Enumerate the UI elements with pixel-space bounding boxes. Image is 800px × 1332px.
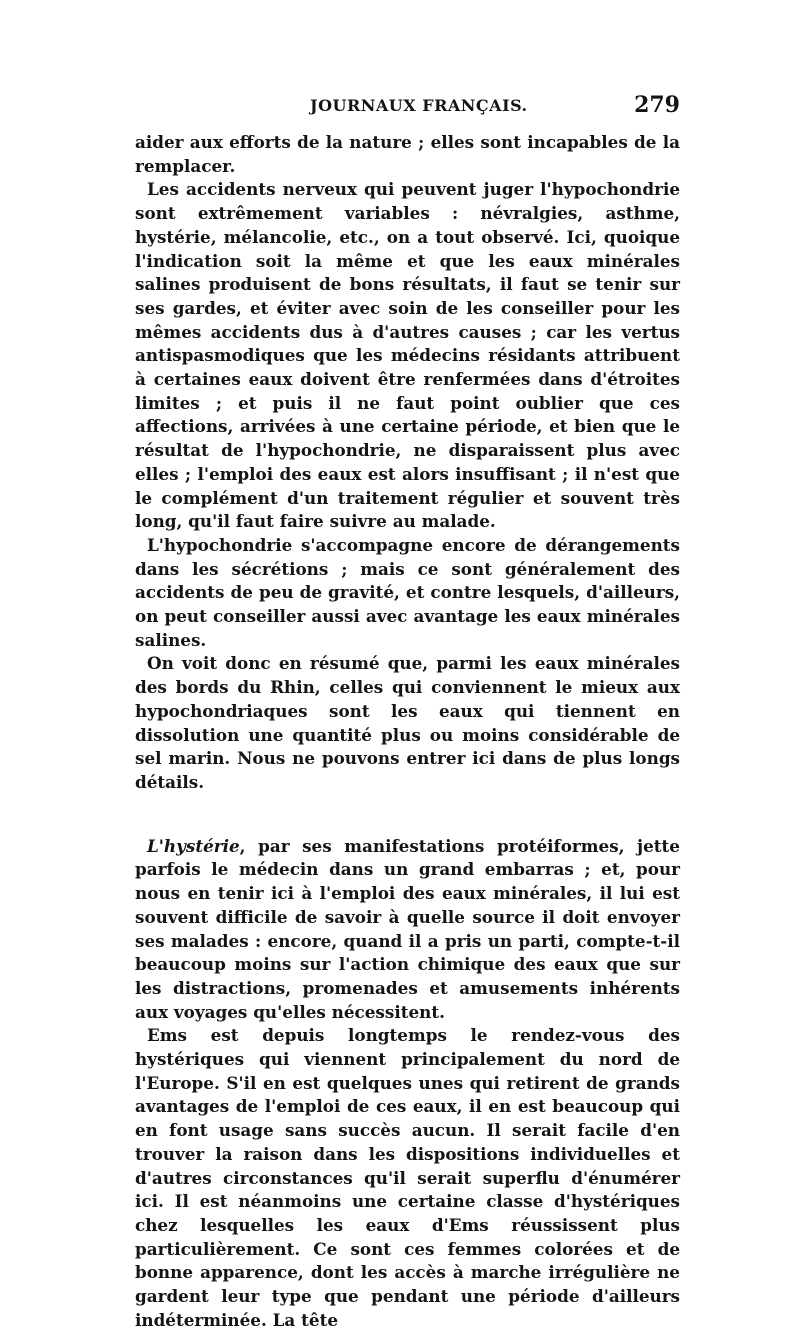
paragraph-summary: On voit donc en résumé que, parmi les eaux minérales des bords du Rhin, celles qui conviennent le mieux aux hypochondriaques sont les eaux qui tiennent en dissolution une quantité plus ou moins considérable de sel marin. Nous ne pouvons entrer ici dans de plus longs détails. <box>135 653 680 792</box>
running-head <box>135 92 680 126</box>
paragraph-secretions: L'hypochondrie s'accompagne encore de dérangements dans les sécrétions ; mais ce sont généralement des accidents de peu de gravité, et contre lesquels, d'ailleurs, on peut conseiller aussi avec avantage les eaux minérales salines. <box>135 534 680 650</box>
paragraph-hysteria <box>135 835 680 1025</box>
body-text <box>135 131 680 1332</box>
page-number: 279 <box>634 92 680 118</box>
section-gap <box>135 795 680 835</box>
running-title: JOURNAUX FRANÇAIS. <box>310 96 528 115</box>
hysteria-lead-word: L'hystérie <box>147 835 240 856</box>
paragraph-continuation: aider aux efforts de la nature ; elles sont incapables de la remplacer. <box>135 132 680 176</box>
paragraph-ems: Ems est depuis longtemps le rendez-vous des hystériques qui viennent principalement du nord de l'Europe. S'il en est quelques unes qui retirent de grands avantages de l'emploi de ces eaux, il en est beaucoup qui en font usage sans succès aucun. Il serait facile d'en trouver la raison dans les dispositions individuelles et d'autres circonstances qu'il serait superflu d'énumérer ici. Il est néanmoins une certaine classe d'hystériques chez lesquelles les eaux d'Ems réussissent plus particulièrement. Ce sont ces femmes colorées et de bonne apparence, dont les accès à marche irrégulière ne gardent leur type que pendant une période d'ailleurs indéterminée. La tête <box>135 1025 680 1330</box>
hysteria-text: , par ses manifestations protéiformes, jette parfois le médecin dans un grand embarras ; et, pour nous en tenir ici à l'emploi des eaux minérales, il lui est souvent difficile de savoir à quelle source il doit envoyer ses malades : encore, quand il a pris un parti, compte-t-il beaucoup moins sur l'action chimique des eaux que sur les distractions, promenades et amusements inhérents aux voyages qu'elles nécessitent. <box>135 835 680 1022</box>
paragraph-nervous-accidents: Les accidents nerveux qui peuvent juger l'hypochondrie sont extrêmement variables : névralgies, asthme, hystérie, mélancolie, etc., on a tout observé. Ici, quoique l'indication soit la même et que les eaux minérales salines produisent de bons résultats, il faut se tenir sur ses gardes, et éviter avec soin de les conseiller pour les mêmes accidents dus à d'autres causes ; car les vertus antispasmodiques que les médecins résidants attribuent à certaines eaux doivent être renfermées dans d'étroites limites ; et puis il ne faut point oublier que ces affections, arrivées à une certaine période, et bien que le résultat de l'hypochondrie, ne disparaissent plus avec elles ; l'emploi des eaux est alors insuffisant ; il n'est que le complément d'un traitement régulier et souvent très long, qu'il faut faire suivre au malade. <box>135 179 680 532</box>
